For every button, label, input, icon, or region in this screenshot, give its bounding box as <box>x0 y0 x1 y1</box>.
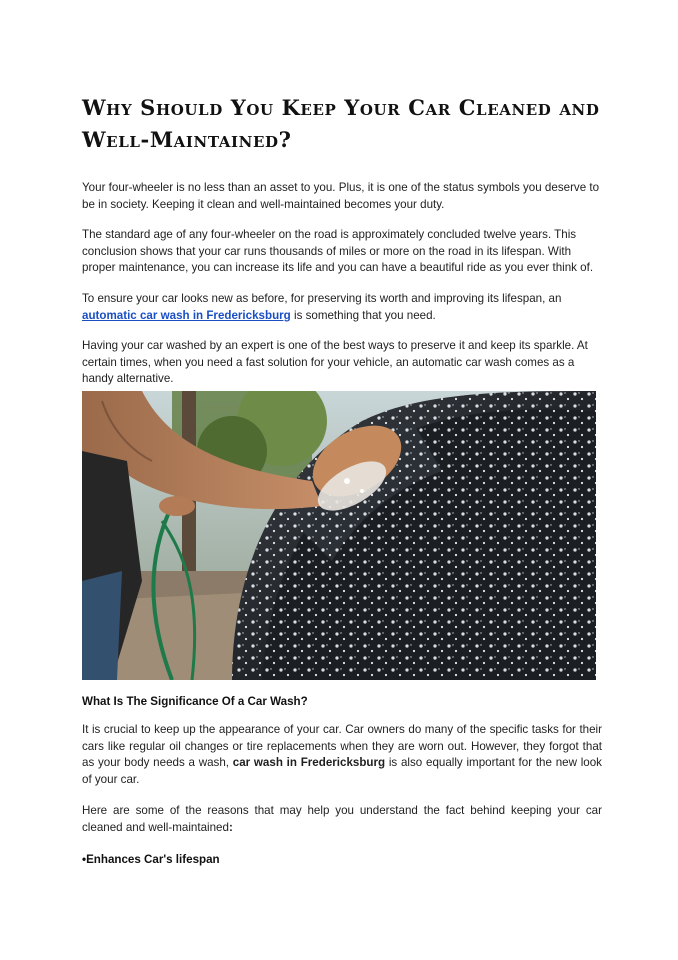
car-wash-photo-icon <box>82 391 596 680</box>
bullet-marker: • <box>82 853 87 866</box>
paragraph-text: To ensure your car looks new as before, for preserving its worth and improving its lifespan, an <box>82 292 562 305</box>
bold-phrase: car wash in Fredericksburg <box>232 756 386 769</box>
paragraph-text: Here are some of the reasons that may help you understand the fact behind keeping your car cleaned and well-maintained <box>82 804 602 834</box>
paragraph-expert-wash: Having your car washed by an expert is one of the best ways to preserve it and keep its sparkle. At certain times, when you need a fast solution for your vehicle, an automatic car wash comes as a handy alternative. <box>82 339 588 385</box>
paragraph-text: is something that you need. <box>290 308 436 322</box>
page-title: Why Should You Keep Your Car Cleaned and Well-Maintained? <box>82 95 600 152</box>
bullet-text: Enhances Car's lifespan <box>86 853 220 866</box>
paragraph-significance <box>82 722 602 788</box>
paragraph-text: It is crucial to keep up the appearance of your car. Car owners do many of the specific tasks for their cars like regular oil changes or tire replacements when they are worn out. However, they forgot that as your body needs a wash, <box>82 723 602 769</box>
car-wash-photo <box>82 391 596 680</box>
bullet-item <box>82 853 220 866</box>
paragraph-automatic-wash <box>82 291 602 324</box>
automatic-car-wash-link[interactable]: automatic car wash in Fredericksburg <box>82 308 291 322</box>
paragraph-text: is also equally important for the new look of your car. <box>82 756 602 786</box>
paragraph-reasons <box>82 803 602 836</box>
paragraph-car-age: The standard age of any four-wheeler on the road is approximately concluded twelve years. This conclusion shows that your car runs thousands of miles or more on the road in its lifespan. With proper maintenance, you can increase its life and you can have a beautiful ride as you ever think of. <box>82 228 594 274</box>
bold-colon: : <box>228 820 233 834</box>
section-heading: What Is The Significance Of a Car Wash? <box>82 695 308 708</box>
paragraph-intro: Your four-wheeler is no less than an asset to you. Plus, it is one of the status symbols you deserve to be in society. Keeping it clean and well-maintained becomes your duty. <box>82 181 600 211</box>
